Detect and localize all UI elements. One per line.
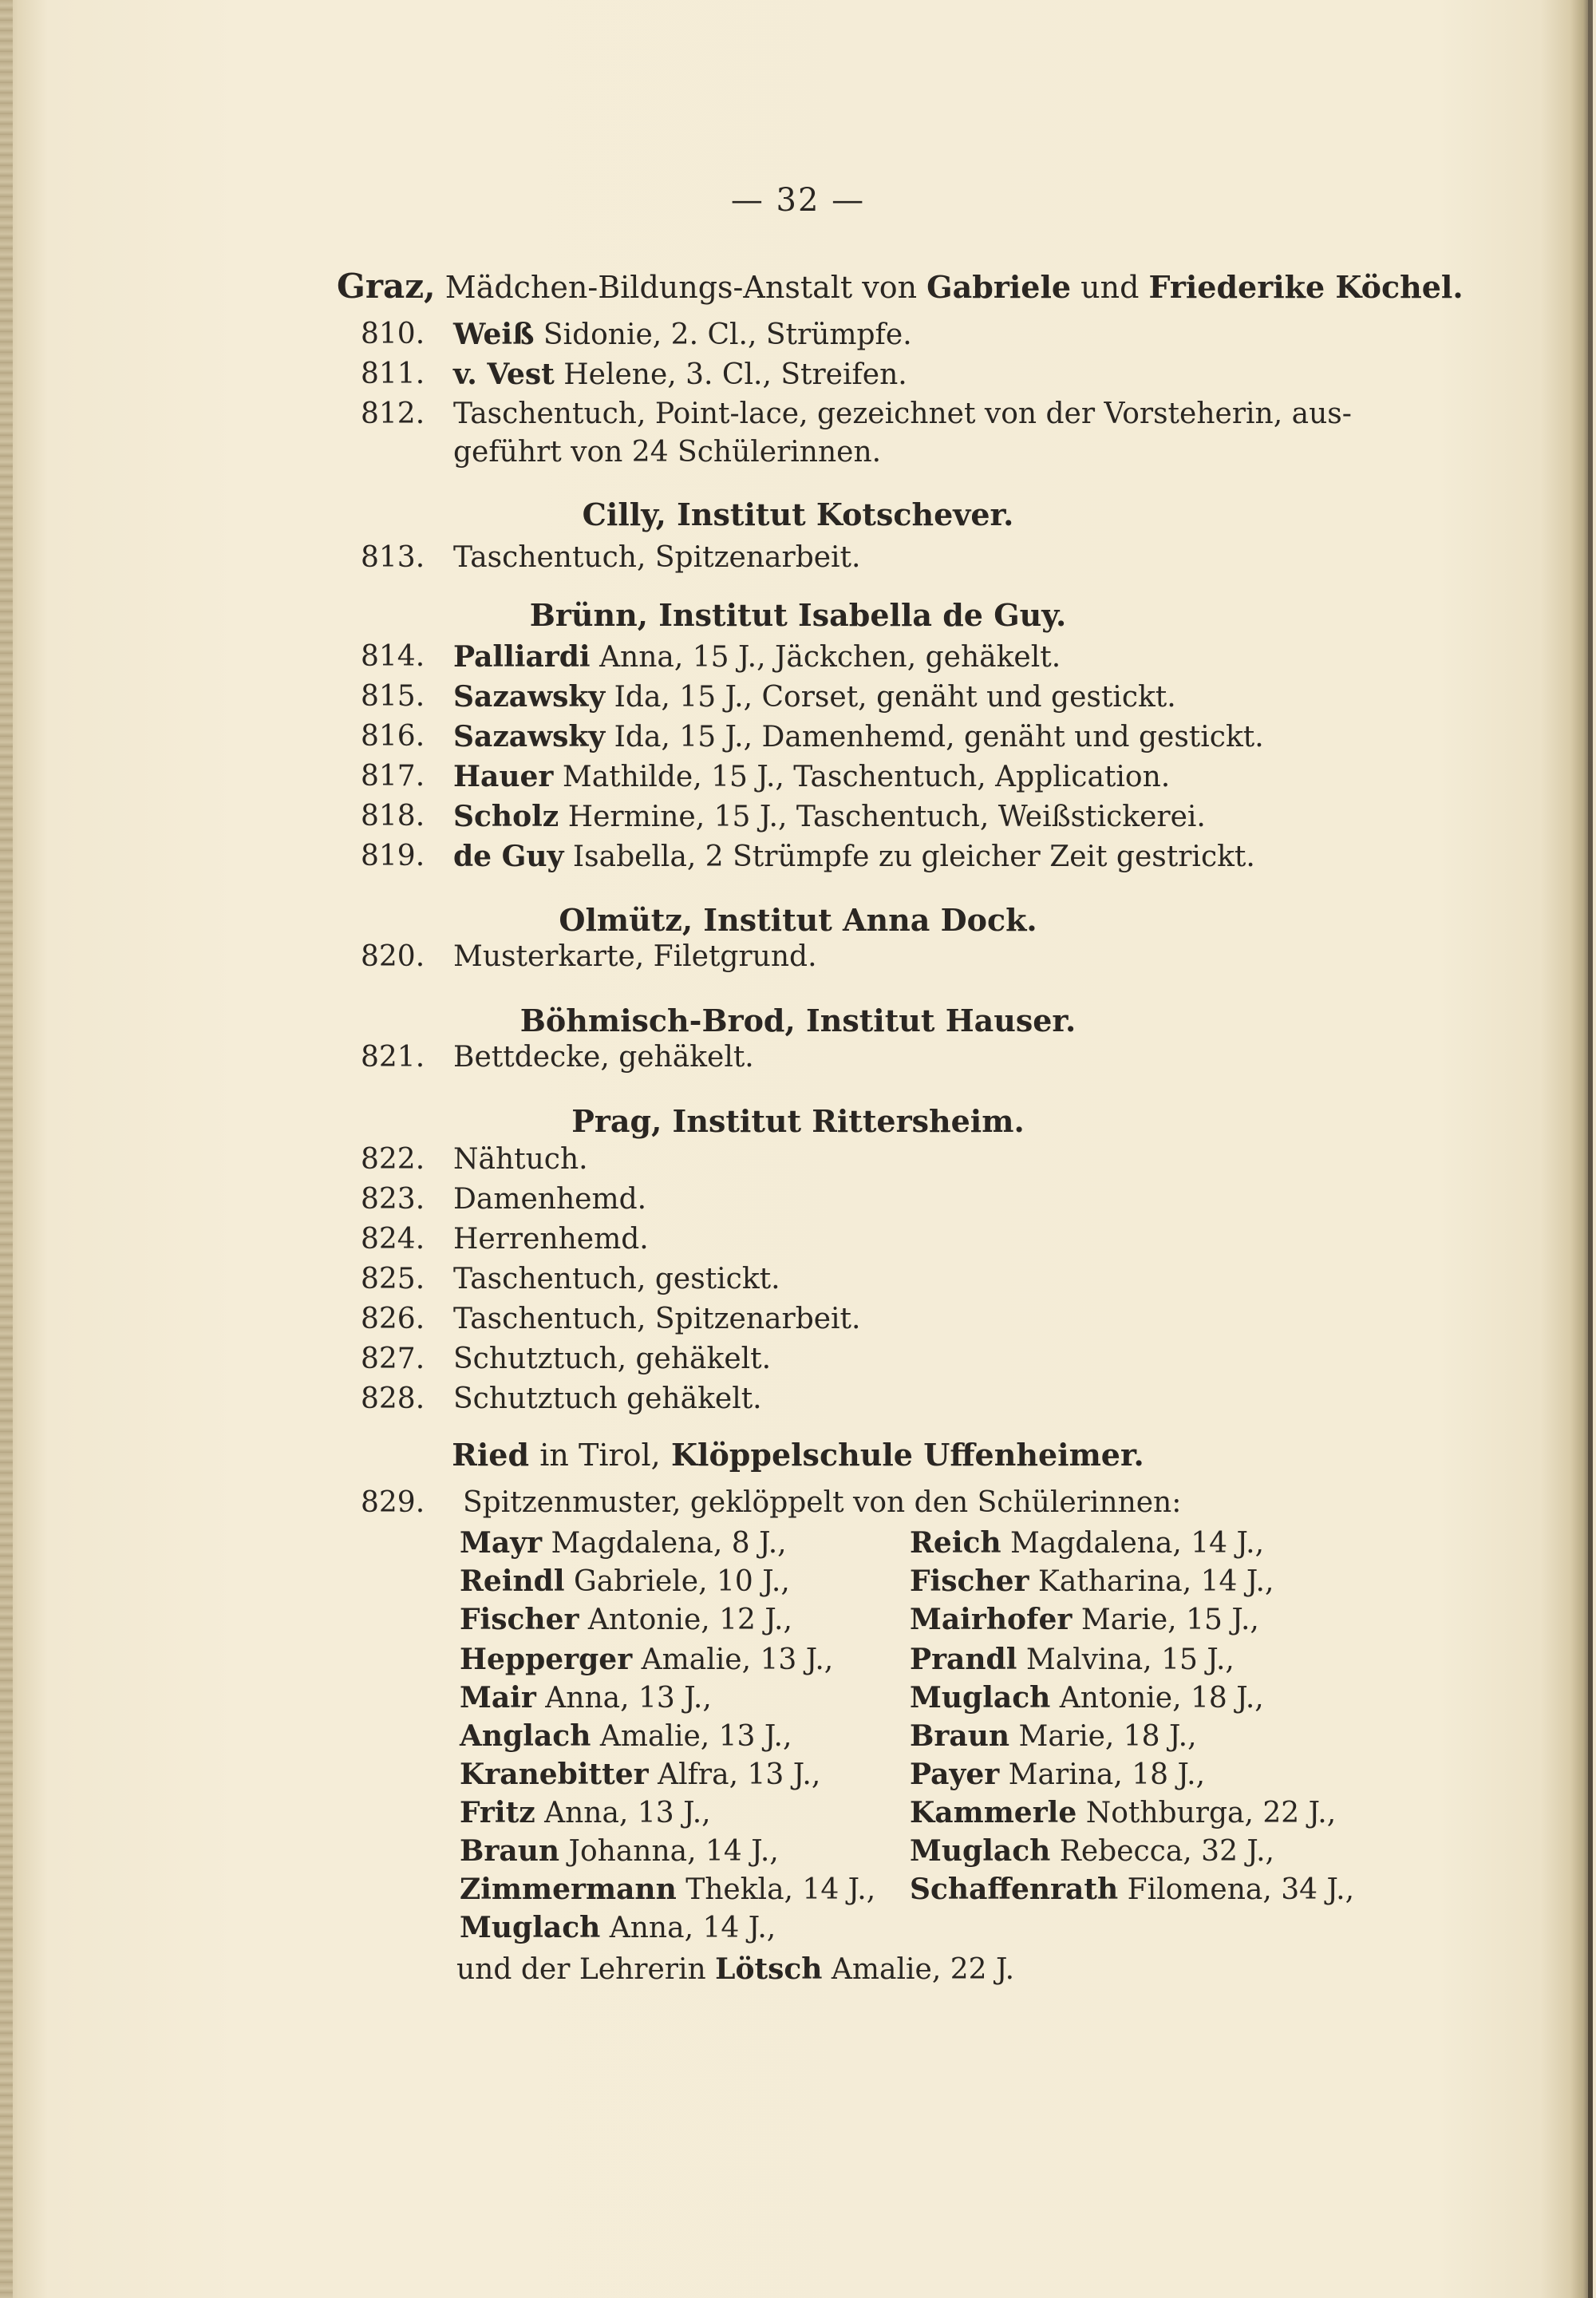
entry-name: Weiß xyxy=(453,318,535,351)
pupil-name: Mair xyxy=(460,1681,536,1715)
pupil-name: Fischer xyxy=(460,1603,579,1636)
entry-desc: Sidonie, 2. Cl., Strümpfe. xyxy=(543,318,912,351)
pupil-desc: Marie, 18 J., xyxy=(1018,1720,1197,1753)
entry-desc: Mathilde, 15 J., Taschentuch, Application. xyxy=(562,761,1171,793)
entry-number: 815. xyxy=(361,680,425,713)
entry-desc: Schutztuch, gehäkelt. xyxy=(453,1343,772,1375)
pupil-desc: Anna, 13 J., xyxy=(544,1797,711,1829)
heading-graz-name2: Friederike Köchel. xyxy=(1148,269,1464,305)
pupil-desc: Antonie, 18 J., xyxy=(1059,1682,1264,1715)
pupil-entry xyxy=(460,1796,711,1829)
heading-ried-school: Klöppelschule Uffenheimer. xyxy=(671,1437,1144,1473)
entry-number: 826. xyxy=(361,1303,425,1335)
pupil-desc: Anna, 13 J., xyxy=(545,1682,712,1715)
pupil-desc: Rebecca, 32 J., xyxy=(1059,1835,1274,1868)
pupil-entry xyxy=(460,1526,787,1560)
entry-desc: Nähtuch. xyxy=(453,1143,588,1176)
pupil-desc: Nothburga, 22 J., xyxy=(1085,1797,1337,1829)
entry-text xyxy=(453,760,1170,793)
heading-olmuetz: Olmütz, Institut Anna Dock. xyxy=(559,902,1037,938)
pupil-entry xyxy=(910,1873,1354,1906)
pupil-name: Anglach xyxy=(460,1719,591,1753)
entry-number: 828. xyxy=(361,1382,425,1415)
pupil-desc: Anna, 14 J., xyxy=(609,1912,776,1944)
pupil-entry xyxy=(910,1526,1264,1560)
entry-number: 818. xyxy=(361,800,425,833)
heading-graz-text: Mädchen-Bildungs-Anstalt von xyxy=(444,270,918,305)
pupil-name: Fischer xyxy=(910,1564,1029,1598)
entry-number: 810. xyxy=(361,318,425,350)
heading-cilly: Cilly, Institut Kotschever. xyxy=(582,496,1014,532)
pupil-name: Payer xyxy=(910,1758,1000,1791)
pupil-desc: Marie, 15 J., xyxy=(1080,1604,1259,1636)
entry-desc: Hermine, 15 J., Taschentuch, Weißstickerei. xyxy=(567,801,1206,833)
pupil-entry xyxy=(910,1796,1336,1829)
pupil-name: Braun xyxy=(460,1834,560,1868)
pupil-desc: Katharina, 14 J., xyxy=(1037,1565,1274,1598)
pupil-name: Prandl xyxy=(910,1643,1017,1676)
pupil-name: Hepperger xyxy=(460,1643,633,1676)
entry-name: Hauer xyxy=(453,760,554,793)
pupil-entry xyxy=(460,1719,792,1753)
heading-bruenn: Brünn, Institut Isabella de Guy. xyxy=(529,597,1067,633)
entry-name: v. Vest xyxy=(453,358,555,391)
entry-text xyxy=(453,800,1206,833)
entry-desc: Bettdecke, gehäkelt. xyxy=(453,1041,754,1074)
pupil-name: Muglach xyxy=(910,1834,1051,1868)
entry-desc: Musterkarte, Filetgrund. xyxy=(453,940,817,973)
pupil-entry xyxy=(910,1603,1259,1636)
pupil-desc: Amalie, 13 J., xyxy=(641,1643,834,1676)
entry-name: de Guy xyxy=(453,840,564,873)
pupil-entry xyxy=(460,1564,790,1598)
entry-desc-continued: geführt von 24 Schülerinnen. xyxy=(453,436,882,469)
entry-number: 827. xyxy=(361,1343,425,1375)
entry-number: 819. xyxy=(361,840,425,872)
pupil-entry xyxy=(910,1758,1205,1791)
entry-number: 817. xyxy=(361,760,425,793)
heading-ried-place: Ried xyxy=(452,1437,530,1473)
heading-prag: Prag, Institut Rittersheim. xyxy=(571,1103,1025,1139)
pupil-name: Reich xyxy=(910,1526,1001,1560)
entry-name: Sazawsky xyxy=(453,680,606,714)
pupil-desc: Thekla, 14 J., xyxy=(685,1873,876,1906)
entry-number: 822. xyxy=(361,1143,425,1176)
pupil-name: Zimmermann xyxy=(460,1873,677,1906)
entry-text xyxy=(453,720,1264,753)
teacher-name: Lötsch xyxy=(715,1952,823,1986)
pupil-entry xyxy=(460,1911,776,1944)
teacher-prefix: und der Lehrerin xyxy=(456,1953,706,1986)
pupil-entry xyxy=(910,1719,1197,1753)
pupil-entry xyxy=(460,1643,833,1676)
entry-name: Scholz xyxy=(453,800,559,833)
pupil-entry xyxy=(460,1758,820,1791)
heading-graz-place: Graz, xyxy=(337,267,436,306)
pupil-desc: Antonie, 12 J., xyxy=(587,1604,792,1636)
pupil-entry xyxy=(460,1603,792,1636)
entry-desc: Ida, 15 J., Damenhemd, genäht und gestickt. xyxy=(614,721,1264,753)
entry-number: 814. xyxy=(361,640,425,673)
pupil-desc: Gabriele, 10 J., xyxy=(573,1565,790,1598)
pupil-name: Mairhofer xyxy=(910,1603,1073,1636)
entry-desc: Isabella, 2 Strümpfe zu gleicher Zeit gestrickt. xyxy=(572,840,1255,873)
entry-number: 813. xyxy=(361,541,425,574)
pupil-desc: Amalie, 13 J., xyxy=(599,1720,792,1753)
entry-desc: Schutztuch gehäkelt. xyxy=(453,1382,762,1415)
entry-number: 811. xyxy=(361,358,425,390)
pupil-entry xyxy=(910,1681,1264,1715)
pupil-name: Mayr xyxy=(460,1526,543,1560)
heading-ried-mid: in Tirol, xyxy=(539,1438,661,1473)
pupil-name: Reindl xyxy=(460,1564,565,1598)
entry-text xyxy=(453,640,1061,674)
pupil-desc: Marina, 18 J., xyxy=(1008,1758,1206,1791)
teacher-line xyxy=(456,1952,1014,1986)
entry-text xyxy=(453,840,1255,873)
pupil-entry xyxy=(460,1834,779,1868)
pupil-name: Muglach xyxy=(910,1681,1051,1715)
entry-desc: Anna, 15 J., Jäckchen, gehäkelt. xyxy=(599,641,1061,674)
heading-ried xyxy=(0,1437,1596,1473)
page-right-edge xyxy=(1588,0,1593,2298)
heading-graz-und: und xyxy=(1080,270,1140,305)
entry-desc: Damenhemd. xyxy=(453,1183,647,1216)
pupil-desc: Malvina, 15 J., xyxy=(1025,1643,1235,1676)
pupil-entry xyxy=(910,1643,1235,1676)
pupil-entry xyxy=(910,1564,1274,1598)
pupil-desc: Magdalena, 8 J., xyxy=(551,1527,787,1560)
entry-name: Palliardi xyxy=(453,640,591,674)
entry-desc: Taschentuch, Spitzenarbeit. xyxy=(453,541,861,574)
entry-number: 821. xyxy=(361,1041,425,1074)
pupil-entry xyxy=(460,1681,712,1715)
pupil-desc: Filomena, 34 J., xyxy=(1127,1873,1355,1906)
heading-boehmisch-brod: Böhmisch-Brod, Institut Hauser. xyxy=(519,1003,1077,1038)
entry-number: 812. xyxy=(361,398,425,430)
entry-text xyxy=(453,680,1176,714)
heading-graz xyxy=(337,267,1464,306)
pupil-name: Kranebitter xyxy=(460,1758,649,1791)
pupil-name: Muglach xyxy=(460,1911,601,1944)
pupil-entry xyxy=(460,1873,875,1906)
entry-desc: Ida, 15 J., Corset, genäht und gestickt. xyxy=(614,681,1176,714)
pupil-name: Braun xyxy=(910,1719,1010,1753)
entry-number: 820. xyxy=(361,940,425,973)
entry-number: 829. xyxy=(361,1486,425,1519)
pupil-entry xyxy=(910,1834,1274,1868)
pupil-name: Fritz xyxy=(460,1796,535,1829)
pupil-name: Kammerle xyxy=(910,1796,1077,1829)
entry-text xyxy=(453,358,907,391)
entry-desc: Helene, 3. Cl., Streifen. xyxy=(563,358,907,391)
entry-desc: Herrenhemd. xyxy=(453,1223,649,1256)
entry-desc: Spitzenmuster, geklöppelt von den Schülerinnen: xyxy=(463,1486,1182,1519)
entry-number: 825. xyxy=(361,1263,425,1295)
pupil-desc: Johanna, 14 J., xyxy=(568,1835,779,1868)
pupil-desc: Magdalena, 14 J., xyxy=(1010,1527,1265,1560)
entry-number: 816. xyxy=(361,720,425,753)
page-binding-edge xyxy=(0,0,13,2298)
entry-number: 824. xyxy=(361,1223,425,1256)
entry-number: 823. xyxy=(361,1183,425,1216)
pupil-name: Schaffenrath xyxy=(910,1873,1119,1906)
teacher-desc: Amalie, 22 J. xyxy=(831,1953,1015,1986)
entry-desc: Taschentuch, gestickt. xyxy=(453,1263,780,1295)
pupil-desc: Alfra, 13 J., xyxy=(658,1758,821,1791)
entry-text xyxy=(453,318,912,351)
entry-desc: Taschentuch, Point-lace, gezeichnet von der Vorsteherin, aus- xyxy=(453,398,1352,430)
heading-graz-name1: Gabriele xyxy=(926,269,1072,305)
page-number: — 32 — xyxy=(730,182,866,219)
entry-name: Sazawsky xyxy=(453,720,606,753)
entry-desc: Taschentuch, Spitzenarbeit. xyxy=(453,1303,861,1335)
